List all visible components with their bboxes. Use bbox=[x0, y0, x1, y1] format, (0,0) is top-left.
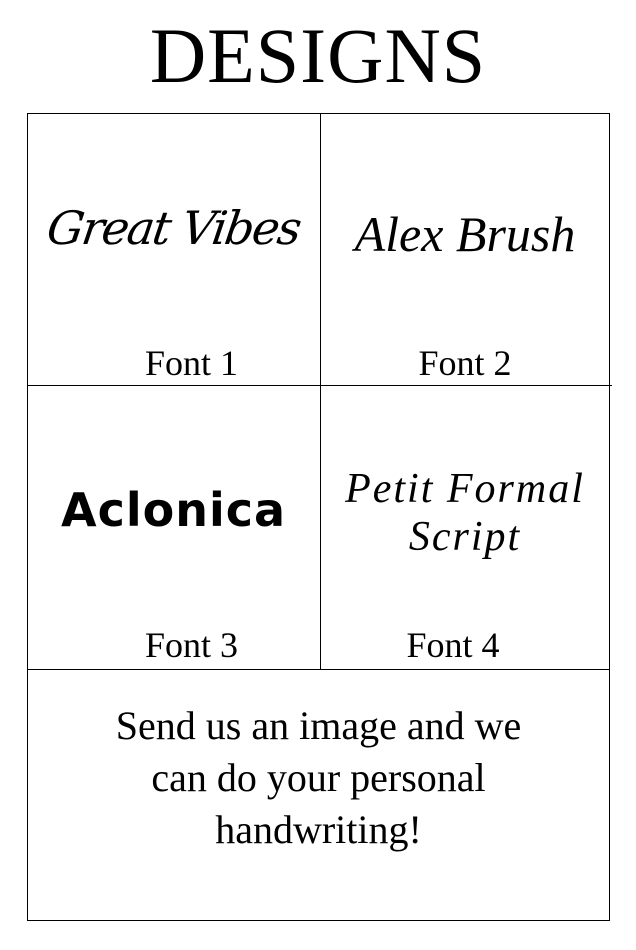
font-label-1: Font 1 bbox=[144, 343, 239, 383]
font-option-3[interactable] bbox=[27, 385, 320, 669]
font-label-2: Font 2 bbox=[418, 343, 512, 383]
font-option-1[interactable] bbox=[27, 113, 320, 385]
note-line-2: can do your personal bbox=[151, 755, 486, 800]
row-divider-2 bbox=[27, 669, 610, 670]
font-sample-aclonica: Aclonica bbox=[60, 483, 287, 537]
note-line-3: handwriting! bbox=[215, 807, 422, 852]
font-option-4[interactable] bbox=[320, 385, 610, 669]
custom-handwriting-note bbox=[27, 700, 610, 856]
font-sample-petit-formal-script: Petit Formal Script bbox=[345, 466, 585, 560]
font-sample-alex-brush: Alex Brush bbox=[354, 206, 576, 262]
font-label-4: Font 4 bbox=[406, 625, 500, 665]
note-line-1: Send us an image and we bbox=[115, 703, 522, 748]
font-option-2[interactable] bbox=[320, 113, 610, 385]
font-sample-great-vibes: Great Vibes bbox=[43, 201, 304, 255]
page-title: DESIGNS bbox=[149, 12, 487, 99]
font-label-3: Font 3 bbox=[144, 625, 239, 665]
